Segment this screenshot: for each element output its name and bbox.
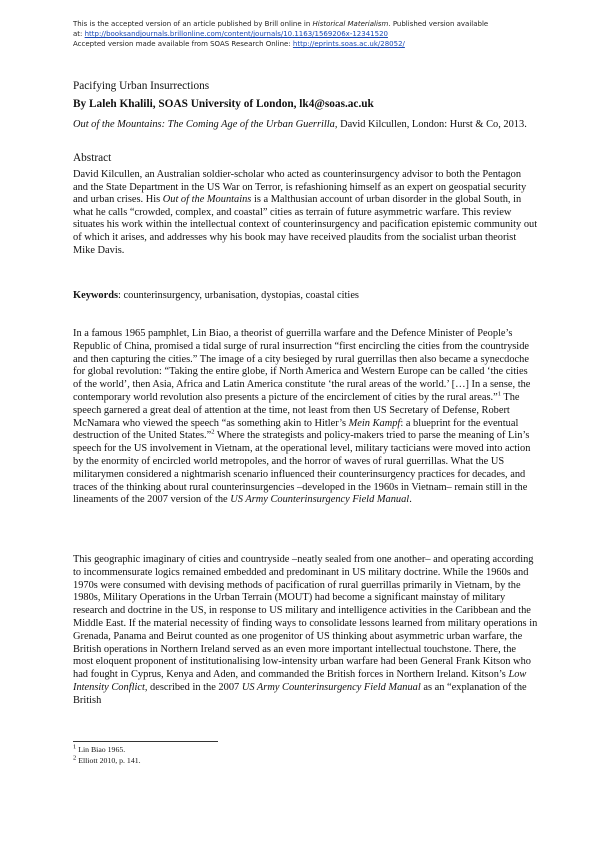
publication-notice <box>73 19 573 49</box>
book-title: Out of the Mountains: The Coming Age of the Urban Guerrilla <box>73 119 335 130</box>
footnote-1: $^1$ Lin Biao 1965. <box>73 743 126 754</box>
keywords <box>73 290 359 301</box>
abstract-heading: Abstract <box>73 152 112 164</box>
soas-research-online-link[interactable]: http://eprints.soas.ac.uk/28052/ <box>292 40 405 48</box>
published-version-link[interactable]: http://booksandjournals.brillonline.com/content/journals/10.1163/1569206x-12341520 <box>84 30 388 38</box>
keywords-label: Keywords <box>73 290 119 301</box>
notice-line-2: at: http://booksandjournals.brillonline.com/content/journals/10.1163/1569206x-12341520 <box>73 30 388 38</box>
article-title: Pacifying Urban Insurrections <box>73 80 210 92</box>
notice-line-3: Accepted version made available from SOAS Research Online: http://eprints.soas.ac.uk/28052/ <box>73 40 405 48</box>
footnote-2: $^2$ Elliott 2010, p. 141. <box>73 754 141 765</box>
abstract-text: David Kilcullen, an Australian soldier-scholar who acted as counterinsurgency advisor to both the Pentagon and the State Department in the US War on Terror, is refashioning himself as an expert on geospatial security and urban crises. His Out of the Mountains is a Malthusian account of urban disorder in the global South, in what he calls “crowded, complex, and coastal” cities as terrain of future asymmetric warfare. This review situates his work within the intellectual context of counterinsurgency and pacification epistemic community out of which it arises, and addresses why his book may have received plaudits from the socialist urban theorist Mike Davis. <box>73 169 538 256</box>
notice-line-1: This is the accepted version of an article published by Brill online in Historical Materialism. Published version available <box>73 20 489 28</box>
footnote-ref-2[interactable]: 2 <box>211 428 215 436</box>
footnote-ref-1[interactable]: 1 <box>497 390 501 398</box>
book-publication-info: , David Kilcullen, London: Hurst & Co, 2013. <box>334 119 527 130</box>
article-author: By Laleh Khalili, SOAS University of London, lk4@soas.ac.uk <box>73 98 374 110</box>
reviewed-book <box>73 118 543 131</box>
body-paragraph-2: This geographic imaginary of cities and countryside –neatly sealed from one another– and operating according to incommensurate logics remained embedded and predominant in US military doctrine. While the 1960s and 1970s were consumed with devising methods of pacification of rural guerrillas primarily in Vietnam, by the 1980s, Military Operations in the Urban Terrain (MOUT) had become a significant mainstay of military research and doctrine in the US, in response to US military and intelligence activities in the Caribbean and the Middle East. If the material necessity of finding ways to consolidate lessons learned from military operations in Grenada, Panama and Beirut counted as one progenitor of US thinking about asymmetric urban warfare, the British operations in Northern Ireland served as an even more important intellectual touchstone. There, the most eloquent proponent of institutionalising low-intensity urban warfare had been General Frank Kitson who had fought in Cyprus, Kenya and Aden, and commanded the British forces in Northern Ireland. Kitson’s Low Intensity Conflict, described in the 2007 US Army Counterinsurgency Field Manual as an “explanation of the British <box>73 554 538 706</box>
journal-name: Historical Materialism <box>312 20 389 28</box>
footnote-separator <box>73 741 218 742</box>
keywords-list: : counterinsurgency, urbanisation, dystopias, coastal cities <box>118 290 359 301</box>
body-paragraph-1: In a famous 1965 pamphlet, Lin Biao, a theorist of guerrilla warfare and the Defence Minister of People’s Republic of China, promised a tidal surge of rural insurrection “first encircling the cities from the countryside and then capturing the cities.” The image of a city besieged by rural guerrillas then also became a synecdoche for global revolution: “Taking the entire globe, if North America and Western Europe can be called ‘the cities of the world’, then Asia, Africa and Latin America constitute ‘the rural areas of the world.’ […] In a sense, the contemporary world revolution also presents a picture of the encirclement of cities by the rural areas.”$^1$ The speech garnered a great deal of attention at the time, not least from then US Secretary of Defense, Robert McNamara who viewed the speech “as something akin to Hitler’s Mein Kampf: a blueprint for the eventual destruction of the United States.”$^2$ Where the strategists and policy-makers tried to parse the meaning of Lin’s speech for the US involvement in Vietnam, at the operational level, military tacticians were moved into action by the enormity of encircled world metropoles, and the horror of waves of rural guerrillas. What the US militarymen considered a nightmarish scenario influenced their counterinsurgency practices for decades, and traces of the thinking about rural counterinsurgencies –developed in the 1960s in Vietnam– remain still in the lineaments of the 2007 version of the US Army Counterinsurgency Field Manual. <box>73 328 531 506</box>
